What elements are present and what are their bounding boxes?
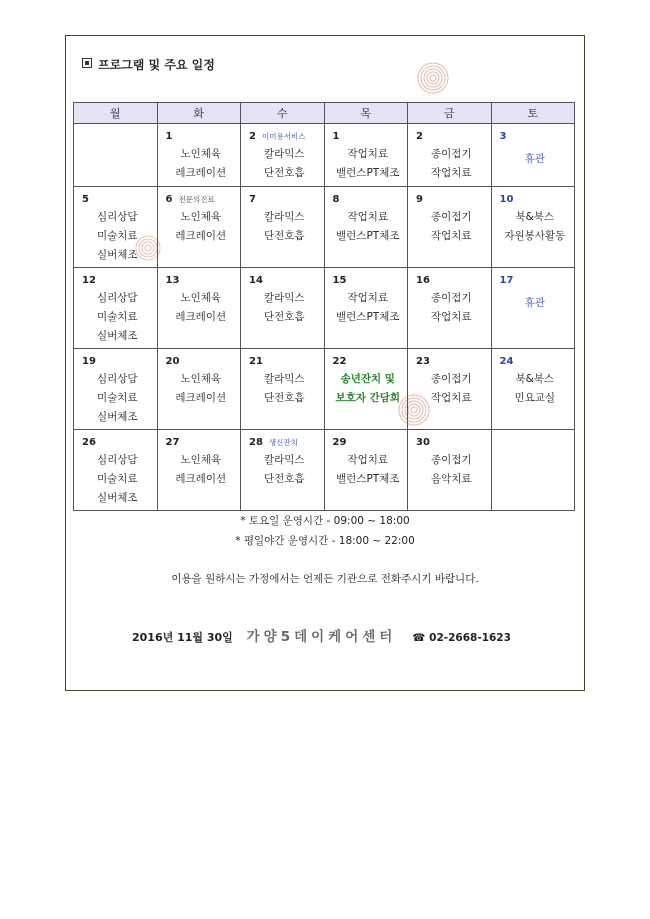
calendar-week-row <box>74 268 575 349</box>
day-event-note: 전문의진료 <box>178 195 215 204</box>
calendar-day-cell <box>324 349 408 430</box>
program-item: 미술치료 <box>96 473 138 485</box>
program-item: 종이접기 <box>430 148 472 160</box>
day-number: 13 <box>165 275 180 286</box>
calendar-day-cell <box>491 430 575 511</box>
program-list <box>416 451 487 489</box>
calendar-week-row <box>74 349 575 430</box>
day-number: 29 <box>332 437 347 448</box>
center-name: 가양5데이케어센터 <box>246 629 397 645</box>
program-item: 노인체육 <box>180 373 222 385</box>
program-item: 작업치료 <box>347 454 389 466</box>
program-item: 작업치료 <box>347 148 389 160</box>
program-item: 단전호흡 <box>263 311 305 323</box>
program-item: 노인체육 <box>180 148 222 160</box>
section-heading-text: 프로그램 및 주요 일정 <box>98 58 215 72</box>
program-item: 종이접기 <box>430 373 472 385</box>
day-number: 9 <box>416 194 423 205</box>
program-item: 단전호흡 <box>263 230 305 242</box>
calendar-day-cell <box>241 430 325 511</box>
calendar-day-cell <box>324 187 408 268</box>
day-number: 8 <box>332 194 340 205</box>
day-number: 1 <box>332 131 340 142</box>
calendar-day-cell <box>408 187 492 268</box>
program-list <box>166 451 237 489</box>
day-number: 17 <box>499 275 514 286</box>
program-list <box>249 208 320 246</box>
program-list <box>333 370 404 408</box>
program-list <box>416 370 487 408</box>
calendar-day-cell <box>157 349 241 430</box>
program-list <box>416 289 487 327</box>
program-list <box>82 370 153 427</box>
calendar-day-cell <box>74 268 158 349</box>
program-list <box>249 145 320 183</box>
program-list <box>166 208 237 246</box>
weekday-sat: 토 <box>491 103 575 124</box>
weekday-tue: 화 <box>157 103 241 124</box>
program-item: 송년잔치 및 <box>340 373 395 385</box>
program-item: 북&북스 <box>515 211 555 223</box>
swirl-decoration-icon <box>415 60 451 96</box>
weekday-header-row <box>74 103 575 124</box>
program-item: 레크레이션 <box>175 392 227 404</box>
calendar-day-cell <box>324 124 408 187</box>
square-bullet-icon <box>82 58 92 68</box>
program-list <box>249 289 320 327</box>
day-number: 21 <box>249 356 263 367</box>
calendar-day-cell <box>241 124 325 187</box>
program-item: 북&북스 <box>515 373 555 385</box>
program-item: 칼라믹스 <box>263 454 305 466</box>
program-list <box>416 145 487 183</box>
program-item: 칼라믹스 <box>263 148 305 160</box>
program-item: 작업치료 <box>347 292 389 304</box>
program-item: 작업치료 <box>430 230 472 242</box>
program-item: 레크레이션 <box>175 167 227 179</box>
day-number: 6 <box>165 194 173 205</box>
calendar-day-cell <box>241 268 325 349</box>
day-number: 10 <box>499 194 514 205</box>
program-item: 심리상담 <box>96 454 138 466</box>
section-heading <box>82 56 215 73</box>
day-number: 3 <box>499 131 507 142</box>
calendar-week-row <box>74 124 575 187</box>
program-list <box>249 370 320 408</box>
program-item: 노인체육 <box>180 454 222 466</box>
program-item: 레크레이션 <box>175 473 227 485</box>
program-item: 종이접기 <box>430 454 472 466</box>
program-item: 미술치료 <box>96 311 138 323</box>
program-item: 칼라믹스 <box>263 292 305 304</box>
program-list <box>333 145 404 183</box>
program-item: 미술치료 <box>96 392 138 404</box>
program-list <box>249 451 320 489</box>
day-number: 2 <box>416 131 423 142</box>
calendar-day-cell <box>324 430 408 511</box>
day-number: 30 <box>416 437 430 448</box>
program-list <box>166 370 237 408</box>
day-number: 7 <box>249 194 256 205</box>
program-list <box>82 208 153 265</box>
program-item: 심리상담 <box>96 211 138 223</box>
program-item: 칼라믹스 <box>263 373 305 385</box>
calendar-day-cell <box>157 187 241 268</box>
program-item: 노인체육 <box>180 211 222 223</box>
program-item: 휴관 <box>524 297 545 309</box>
calendar-day-cell <box>74 124 158 187</box>
day-number: 2 <box>249 131 256 142</box>
calendar-day-cell <box>491 187 575 268</box>
footer <box>132 625 511 645</box>
weekday-fri: 금 <box>408 103 492 124</box>
day-number: 27 <box>165 437 180 448</box>
calendar-day-cell <box>241 187 325 268</box>
day-number: 5 <box>82 194 89 205</box>
program-list <box>166 289 237 327</box>
calendar-day-cell <box>74 349 158 430</box>
calendar-day-cell <box>157 268 241 349</box>
program-item: 민요교실 <box>514 392 556 404</box>
program-list <box>82 289 153 346</box>
program-item: 밸런스PT체조 <box>336 230 400 242</box>
calendar-day-cell <box>408 124 492 187</box>
day-number: 28 <box>249 437 263 448</box>
program-item: 작업치료 <box>430 167 472 179</box>
day-number: 16 <box>416 275 430 286</box>
program-list <box>333 208 404 246</box>
saturday-hours: * 토요일 운영시간 - 09:00 ~ 18:00 <box>240 515 410 527</box>
program-list <box>500 150 571 169</box>
program-item: 심리상담 <box>96 292 138 304</box>
program-item: 보호자 간담회 <box>335 392 400 404</box>
program-item: 실버체조 <box>96 330 138 342</box>
program-list <box>333 451 404 489</box>
program-item: 단전호흡 <box>263 473 305 485</box>
calendar-week-row <box>74 187 575 268</box>
day-number: 23 <box>416 356 430 367</box>
calendar-day-cell <box>241 349 325 430</box>
calendar-day-cell <box>157 430 241 511</box>
issue-date: 2016년 11월 30일 <box>132 631 233 644</box>
calendar-week-row <box>74 430 575 511</box>
program-item: 종이접기 <box>430 211 472 223</box>
day-number: 26 <box>82 437 96 448</box>
program-item: 레크레이션 <box>175 230 227 242</box>
calendar-day-cell <box>74 430 158 511</box>
program-item: 종이접기 <box>430 292 472 304</box>
day-number: 22 <box>332 356 347 367</box>
program-item: 레크레이션 <box>175 311 227 323</box>
program-item: 심리상담 <box>96 373 138 385</box>
program-list <box>416 208 487 246</box>
day-event-note: 이미용서비스 <box>261 132 306 141</box>
day-event-note: 생신잔치 <box>268 438 298 447</box>
program-item: 작업치료 <box>430 311 472 323</box>
weekday-night-hours: * 평일야간 운영시간 - 18:00 ~ 22:00 <box>235 535 415 547</box>
program-list <box>333 289 404 327</box>
day-number: 15 <box>332 275 347 286</box>
program-list <box>166 145 237 183</box>
program-item: 실버체조 <box>96 492 138 504</box>
program-item: 음악치료 <box>430 473 472 485</box>
day-number: 20 <box>165 356 180 367</box>
day-number: 19 <box>82 356 96 367</box>
program-item: 단전호흡 <box>263 167 305 179</box>
calendar-day-cell <box>74 187 158 268</box>
program-item: 밸런스PT체조 <box>336 167 400 179</box>
program-item: 밸런스PT체조 <box>336 473 400 485</box>
calendar-day-cell <box>491 268 575 349</box>
day-number: 14 <box>249 275 263 286</box>
program-item: 자원봉사활동 <box>504 230 566 242</box>
program-item: 단전호흡 <box>263 392 305 404</box>
program-list <box>500 370 571 408</box>
day-number: 12 <box>82 275 96 286</box>
program-item: 노인체육 <box>180 292 222 304</box>
program-item: 휴관 <box>524 153 545 165</box>
weekday-mon: 월 <box>74 103 158 124</box>
day-number: 24 <box>499 356 514 367</box>
program-item: 실버체조 <box>96 249 138 261</box>
program-list <box>500 208 571 246</box>
program-item: 밸런스PT체조 <box>336 311 400 323</box>
calendar-day-cell <box>157 124 241 187</box>
program-list <box>500 294 571 313</box>
calendar-day-cell <box>408 430 492 511</box>
program-item: 칼라믹스 <box>263 211 305 223</box>
contact-message: 이용을 원하시는 가정에서는 언제든 기관으로 전화주시기 바랍니다. <box>171 573 479 585</box>
program-item: 미술치료 <box>96 230 138 242</box>
program-item: 작업치료 <box>430 392 472 404</box>
program-calendar <box>73 102 575 511</box>
weekday-wed: 수 <box>241 103 325 124</box>
calendar-day-cell <box>324 268 408 349</box>
phone-number: 02-2668-1623 <box>429 632 511 644</box>
calendar-day-cell <box>408 268 492 349</box>
calendar-day-cell <box>408 349 492 430</box>
program-list <box>82 451 153 508</box>
day-number: 1 <box>165 131 173 142</box>
program-item: 작업치료 <box>347 211 389 223</box>
telephone-icon: ☎ <box>412 632 426 644</box>
program-item: 실버체조 <box>96 411 138 423</box>
calendar-day-cell <box>491 349 575 430</box>
calendar-day-cell <box>491 124 575 187</box>
weekday-thu: 목 <box>324 103 408 124</box>
